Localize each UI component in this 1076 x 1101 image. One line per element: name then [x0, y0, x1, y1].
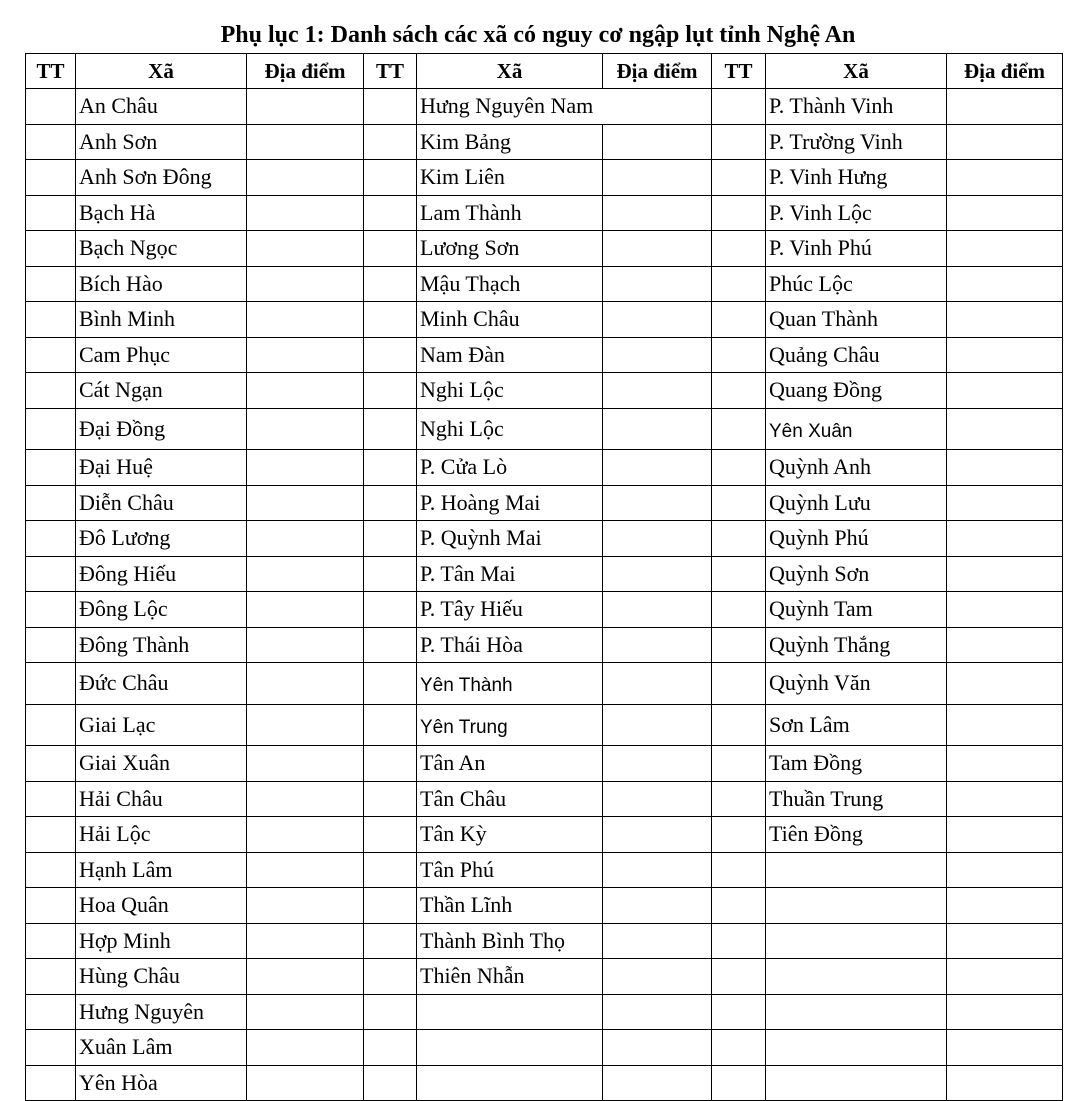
tt-cell [364, 627, 417, 663]
tt-cell [712, 994, 766, 1030]
tt-cell [712, 556, 766, 592]
commune-name-cell: Lam Thành [417, 195, 603, 231]
header-xa-3: Xã [766, 54, 947, 89]
tt-cell [26, 373, 76, 409]
tt-cell [26, 704, 76, 746]
tt-cell [712, 450, 766, 486]
commune-name-cell: Đông Hiếu [76, 556, 247, 592]
commune-name-cell [766, 994, 947, 1030]
tt-cell [712, 746, 766, 782]
table-row [26, 302, 1063, 338]
location-cell [947, 781, 1063, 817]
commune-table [25, 53, 1063, 1101]
header-dia-diem-1: Địa điểm [247, 54, 364, 89]
tt-cell [26, 1030, 76, 1066]
commune-name-cell: Bạch Hà [76, 195, 247, 231]
commune-name-cell: P. Trường Vinh [766, 124, 947, 160]
commune-name-cell: P. Tây Hiếu [417, 592, 603, 628]
location-cell [603, 704, 712, 746]
location-cell [603, 408, 712, 450]
tt-cell [364, 781, 417, 817]
table-row [26, 266, 1063, 302]
location-cell [947, 89, 1063, 125]
commune-name-cell: Quỳnh Tam [766, 592, 947, 628]
tt-cell [26, 923, 76, 959]
location-cell [247, 556, 364, 592]
tt-cell [26, 124, 76, 160]
tt-cell [712, 337, 766, 373]
commune-name-cell: Hưng Nguyên Nam [417, 89, 712, 125]
location-cell [247, 1030, 364, 1066]
tt-cell [364, 485, 417, 521]
table-row [26, 1030, 1063, 1066]
table-header-row [26, 54, 1063, 89]
tt-cell [364, 302, 417, 338]
commune-name-cell [417, 1030, 603, 1066]
commune-name-cell [766, 923, 947, 959]
location-cell [947, 485, 1063, 521]
commune-name-cell: P. Vinh Phú [766, 231, 947, 267]
commune-name-cell: Kim Bảng [417, 124, 603, 160]
tt-cell [712, 89, 766, 125]
location-cell [247, 195, 364, 231]
commune-name-cell [766, 1065, 947, 1101]
header-xa-2: Xã [417, 54, 603, 89]
tt-cell [712, 627, 766, 663]
table-row [26, 485, 1063, 521]
commune-name-cell: Hợp Minh [76, 923, 247, 959]
commune-name-cell: Đại Đồng [76, 408, 247, 450]
location-cell [947, 704, 1063, 746]
tt-cell [712, 781, 766, 817]
commune-name-cell: Thiên Nhẫn [417, 959, 603, 995]
tt-cell [364, 521, 417, 557]
commune-name-cell: Yên Hòa [76, 1065, 247, 1101]
table-row [26, 556, 1063, 592]
tt-cell [712, 124, 766, 160]
tt-cell [26, 959, 76, 995]
tt-cell [712, 663, 766, 705]
location-cell [947, 266, 1063, 302]
location-cell [247, 627, 364, 663]
location-cell [947, 852, 1063, 888]
commune-name-cell: P. Hoàng Mai [417, 485, 603, 521]
location-cell [603, 627, 712, 663]
commune-name-cell: P. Vinh Hưng [766, 160, 947, 196]
commune-name-cell: P. Thái Hòa [417, 627, 603, 663]
commune-name-cell: Đông Thành [76, 627, 247, 663]
commune-name-cell: Hùng Châu [76, 959, 247, 995]
location-cell [247, 959, 364, 995]
table-row [26, 124, 1063, 160]
location-cell [603, 302, 712, 338]
tt-cell [26, 89, 76, 125]
location-cell [947, 337, 1063, 373]
commune-name-cell: Diễn Châu [76, 485, 247, 521]
tt-cell [712, 195, 766, 231]
commune-name-cell: Bình Minh [76, 302, 247, 338]
table-row [26, 994, 1063, 1030]
commune-name-cell: Hưng Nguyên [76, 994, 247, 1030]
location-cell [247, 231, 364, 267]
location-cell [247, 888, 364, 924]
location-cell [947, 1030, 1063, 1066]
table-row [26, 1065, 1063, 1101]
tt-cell [712, 592, 766, 628]
tt-cell [364, 89, 417, 125]
commune-name-cell: Hải Châu [76, 781, 247, 817]
tt-cell [26, 195, 76, 231]
location-cell [247, 160, 364, 196]
header-xa-1: Xã [76, 54, 247, 89]
tt-cell [26, 663, 76, 705]
location-cell [247, 746, 364, 782]
commune-name-cell: Đông Lộc [76, 592, 247, 628]
tt-cell [712, 923, 766, 959]
commune-name-cell: Yên Thành [417, 663, 603, 705]
commune-name-cell [766, 1030, 947, 1066]
tt-cell [364, 817, 417, 853]
commune-name-cell: P. Cửa Lò [417, 450, 603, 486]
tt-cell [712, 231, 766, 267]
location-cell [947, 888, 1063, 924]
table-row [26, 592, 1063, 628]
location-cell [947, 746, 1063, 782]
table-row [26, 89, 1063, 125]
location-cell [247, 781, 364, 817]
tt-cell [364, 592, 417, 628]
table-row [26, 627, 1063, 663]
commune-name-cell: Quang Đồng [766, 373, 947, 409]
commune-name-cell: An Châu [76, 89, 247, 125]
location-cell [603, 231, 712, 267]
location-cell [947, 592, 1063, 628]
commune-name-cell: P. Thành Vinh [766, 89, 947, 125]
location-cell [603, 266, 712, 302]
tt-cell [364, 746, 417, 782]
commune-name-cell: Anh Sơn [76, 124, 247, 160]
commune-name-cell: Mậu Thạch [417, 266, 603, 302]
commune-name-cell: Tân Phú [417, 852, 603, 888]
location-cell [603, 592, 712, 628]
tt-cell [712, 302, 766, 338]
location-cell [603, 746, 712, 782]
commune-name-cell: Thành Bình Thọ [417, 923, 603, 959]
tt-cell [26, 485, 76, 521]
location-cell [947, 923, 1063, 959]
tt-cell [26, 888, 76, 924]
commune-name-cell: Tân Kỳ [417, 817, 603, 853]
location-cell [603, 485, 712, 521]
commune-name-cell: Tân An [417, 746, 603, 782]
location-cell [947, 160, 1063, 196]
commune-name-cell: Anh Sơn Đông [76, 160, 247, 196]
location-cell [247, 923, 364, 959]
location-cell [947, 231, 1063, 267]
commune-name-cell: P. Tân Mai [417, 556, 603, 592]
location-cell [247, 485, 364, 521]
location-cell [603, 781, 712, 817]
commune-name-cell [766, 888, 947, 924]
tt-cell [364, 888, 417, 924]
location-cell [603, 373, 712, 409]
commune-name-cell: Hoa Quân [76, 888, 247, 924]
commune-name-cell [417, 1065, 603, 1101]
location-cell [247, 852, 364, 888]
commune-name-cell: Quan Thành [766, 302, 947, 338]
table-row [26, 746, 1063, 782]
tt-cell [26, 746, 76, 782]
tt-cell [26, 994, 76, 1030]
tt-cell [712, 852, 766, 888]
tt-cell [712, 408, 766, 450]
location-cell [947, 373, 1063, 409]
commune-name-cell: Hạnh Lâm [76, 852, 247, 888]
tt-cell [364, 124, 417, 160]
tt-cell [26, 450, 76, 486]
location-cell [247, 663, 364, 705]
tt-cell [26, 556, 76, 592]
commune-name-cell [766, 959, 947, 995]
header-dia-diem-3: Địa điểm [947, 54, 1063, 89]
commune-name-cell: Kim Liên [417, 160, 603, 196]
location-cell [247, 994, 364, 1030]
location-cell [603, 888, 712, 924]
location-cell [247, 89, 364, 125]
header-tt-2: TT [364, 54, 417, 89]
tt-cell [26, 627, 76, 663]
table-row [26, 450, 1063, 486]
commune-name-cell: Yên Trung [417, 704, 603, 746]
location-cell [247, 266, 364, 302]
table-row [26, 160, 1063, 196]
location-cell [947, 521, 1063, 557]
table-row [26, 521, 1063, 557]
commune-name-cell: Quỳnh Thắng [766, 627, 947, 663]
commune-name-cell: Quỳnh Lưu [766, 485, 947, 521]
header-dia-diem-2: Địa điểm [603, 54, 712, 89]
commune-name-cell: Nghi Lộc [417, 373, 603, 409]
commune-name-cell: Tân Châu [417, 781, 603, 817]
location-cell [247, 592, 364, 628]
commune-name-cell: Quỳnh Văn [766, 663, 947, 705]
header-tt-1: TT [26, 54, 76, 89]
commune-name-cell: Yên Xuân [766, 408, 947, 450]
location-cell [247, 373, 364, 409]
commune-name-cell: Bích Hào [76, 266, 247, 302]
tt-cell [712, 160, 766, 196]
commune-name-cell: Sơn Lâm [766, 704, 947, 746]
commune-name-cell: Phúc Lộc [766, 266, 947, 302]
commune-name-cell: Thuần Trung [766, 781, 947, 817]
location-cell [947, 627, 1063, 663]
commune-name-cell: Bạch Ngọc [76, 231, 247, 267]
commune-name-cell: Giai Xuân [76, 746, 247, 782]
location-cell [247, 521, 364, 557]
commune-name-cell: Quỳnh Sơn [766, 556, 947, 592]
tt-cell [712, 1065, 766, 1101]
location-cell [603, 521, 712, 557]
tt-cell [364, 195, 417, 231]
location-cell [603, 663, 712, 705]
tt-cell [712, 959, 766, 995]
commune-name-cell: Thần Lĩnh [417, 888, 603, 924]
tt-cell [26, 302, 76, 338]
commune-name-cell [417, 994, 603, 1030]
tt-cell [26, 592, 76, 628]
commune-name-cell: Quỳnh Anh [766, 450, 947, 486]
table-row [26, 959, 1063, 995]
location-cell [247, 337, 364, 373]
location-cell [247, 408, 364, 450]
location-cell [247, 817, 364, 853]
commune-name-cell: Lương Sơn [417, 231, 603, 267]
commune-name-cell: P. Vinh Lộc [766, 195, 947, 231]
tt-cell [364, 1065, 417, 1101]
table-row [26, 373, 1063, 409]
commune-name-cell: Tam Đồng [766, 746, 947, 782]
location-cell [603, 556, 712, 592]
table-row [26, 817, 1063, 853]
table-row [26, 852, 1063, 888]
tt-cell [364, 266, 417, 302]
table-row [26, 337, 1063, 373]
commune-name-cell: P. Quỳnh Mai [417, 521, 603, 557]
commune-name-cell: Giai Lạc [76, 704, 247, 746]
commune-name-cell [766, 852, 947, 888]
location-cell [947, 124, 1063, 160]
tt-cell [26, 817, 76, 853]
commune-name-cell: Đại Huệ [76, 450, 247, 486]
commune-name-cell: Quảng Châu [766, 337, 947, 373]
location-cell [603, 124, 712, 160]
tt-cell [26, 231, 76, 267]
tt-cell [712, 373, 766, 409]
table-row [26, 781, 1063, 817]
table-row [26, 923, 1063, 959]
tt-cell [712, 817, 766, 853]
location-cell [247, 124, 364, 160]
location-cell [947, 959, 1063, 995]
location-cell [603, 337, 712, 373]
location-cell [247, 704, 364, 746]
tt-cell [712, 704, 766, 746]
tt-cell [364, 1030, 417, 1066]
location-cell [603, 195, 712, 231]
tt-cell [364, 663, 417, 705]
location-cell [603, 160, 712, 196]
table-row [26, 195, 1063, 231]
location-cell [603, 1030, 712, 1066]
location-cell [947, 663, 1063, 705]
location-cell [947, 408, 1063, 450]
tt-cell [364, 704, 417, 746]
commune-name-cell: Đô Lương [76, 521, 247, 557]
location-cell [603, 450, 712, 486]
location-cell [603, 994, 712, 1030]
commune-name-cell: Cam Phục [76, 337, 247, 373]
commune-name-cell: Xuân Lâm [76, 1030, 247, 1066]
location-cell [947, 817, 1063, 853]
tt-cell [26, 852, 76, 888]
commune-name-cell: Nam Đàn [417, 337, 603, 373]
tt-cell [364, 408, 417, 450]
tt-cell [712, 1030, 766, 1066]
location-cell [947, 1065, 1063, 1101]
tt-cell [26, 408, 76, 450]
tt-cell [712, 266, 766, 302]
commune-name-cell: Quỳnh Phú [766, 521, 947, 557]
location-cell [947, 556, 1063, 592]
location-cell [603, 1065, 712, 1101]
tt-cell [364, 373, 417, 409]
tt-cell [364, 231, 417, 267]
page-title: Phụ lục 1: Danh sách các xã có nguy cơ ngập lụt tỉnh Nghệ An [220, 22, 856, 48]
tt-cell [26, 337, 76, 373]
commune-name-cell: Tiên Đồng [766, 817, 947, 853]
table-row [26, 888, 1063, 924]
table-row [26, 663, 1063, 705]
tt-cell [26, 160, 76, 196]
location-cell [603, 959, 712, 995]
commune-name-cell: Cát Ngạn [76, 373, 247, 409]
location-cell [947, 302, 1063, 338]
tt-cell [712, 888, 766, 924]
tt-cell [364, 852, 417, 888]
location-cell [247, 450, 364, 486]
table-row [26, 704, 1063, 746]
tt-cell [26, 521, 76, 557]
tt-cell [364, 450, 417, 486]
tt-cell [26, 781, 76, 817]
location-cell [603, 817, 712, 853]
tt-cell [364, 556, 417, 592]
location-cell [603, 852, 712, 888]
location-cell [947, 994, 1063, 1030]
location-cell [247, 1065, 364, 1101]
tt-cell [712, 485, 766, 521]
location-cell [247, 302, 364, 338]
header-tt-3: TT [712, 54, 766, 89]
tt-cell [364, 337, 417, 373]
commune-name-cell: Minh Châu [417, 302, 603, 338]
tt-cell [364, 923, 417, 959]
location-cell [947, 450, 1063, 486]
commune-name-cell: Nghi Lộc [417, 408, 603, 450]
commune-name-cell: Hải Lộc [76, 817, 247, 853]
table-row [26, 408, 1063, 450]
tt-cell [712, 521, 766, 557]
tt-cell [364, 994, 417, 1030]
tt-cell [26, 1065, 76, 1101]
tt-cell [364, 959, 417, 995]
table-row [26, 231, 1063, 267]
commune-name-cell: Đức Châu [76, 663, 247, 705]
tt-cell [364, 160, 417, 196]
location-cell [947, 195, 1063, 231]
location-cell [603, 923, 712, 959]
tt-cell [26, 266, 76, 302]
